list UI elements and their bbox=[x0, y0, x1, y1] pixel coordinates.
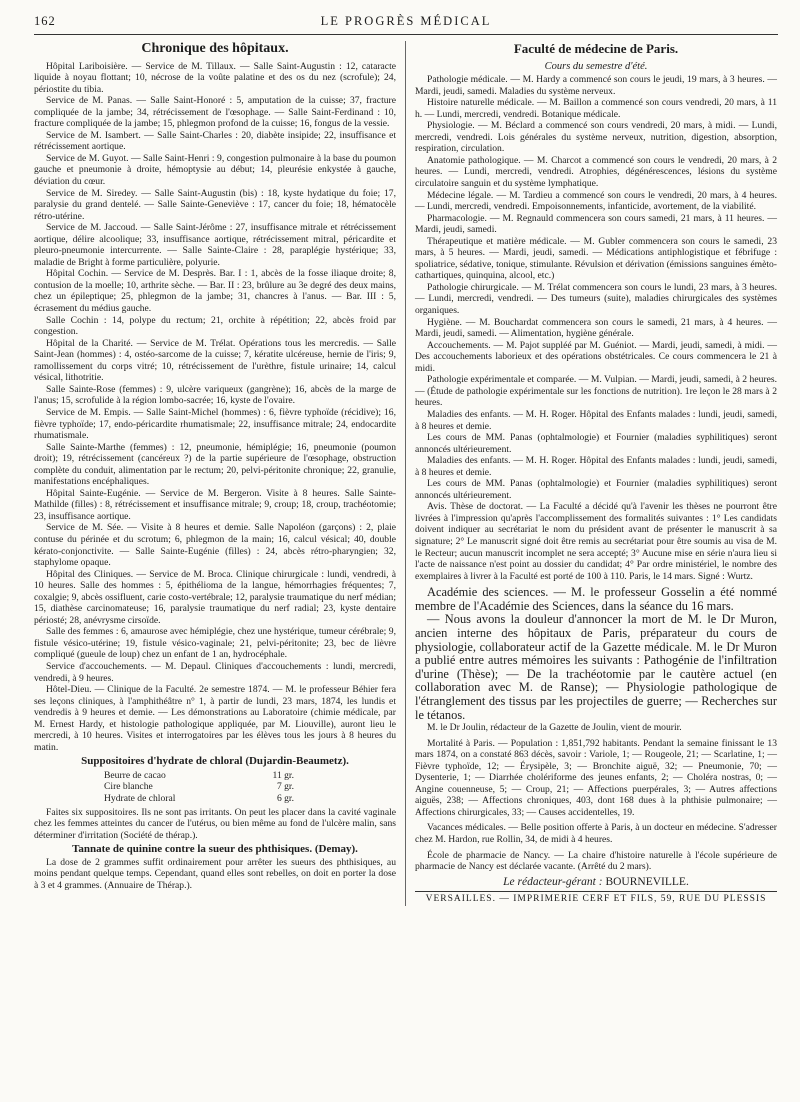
paragraph: Service de M. Sée. — Visite à 8 heures et demie. Salle Napoléon (garçons) : 2, plaie contuse du périnée et du scrotum; 6, phlegmon de la main; 16, calcul vésical; 40, double kérato-conjonctivite. — Salle Sainte-Eugénie (filles) : 24, abcès rétro-pharyngien; 32, staphylome opaque. bbox=[34, 522, 396, 569]
ingredient-name: Cire blanche bbox=[104, 781, 153, 793]
course-list bbox=[415, 74, 777, 582]
formula-table bbox=[104, 770, 294, 805]
paragraph: Service de M. Empis. — Salle Saint-Michel (hommes) : 6, fièvre typhoïde (récidive); 16, fièvre typhoïde; 17, endo-péricardite rhumatismale; 22, insuffisance mitrale; 24, endocardite rhumatismale. bbox=[34, 406, 396, 442]
right-column bbox=[405, 41, 777, 906]
course-entry: Pathologie expérimentale et comparée. — M. Vulpian. — Mardi, jeudi, samedi, à 2 heures. — (Étude de pathologie expérimentale sur les fonctions de nutrition). 1re leçon le 28 mars à 2 heures. bbox=[415, 374, 777, 409]
academie-notice: Académie des sciences. — M. le professeur Gosselin a été nommé membre de l'Académie des Sciences, dans la séance du 16 mars. bbox=[415, 585, 777, 613]
paragraph: Service de M. Guyot. — Salle Saint-Henri : 9, congestion pulmonaire à la base du poumon gauche et pneumonie à droite, hémoptysie au début; 14, pleurésie enkystée à gauche, déviation du cœur. bbox=[34, 152, 396, 188]
editor-signature bbox=[415, 877, 777, 889]
tannate-text: La dose de 2 grammes suffit ordinairement pour arrêter les sueurs des phthisiques, au moins pendant quelque temps. Cependant, quand elles sont rebelles, on doit en porter la dose à 3 et 4 grammes. (Annuaire de Thérap.). bbox=[34, 856, 396, 891]
ingredient-qty: 11 gr. bbox=[272, 769, 294, 781]
hospital-chronicle-heading: Chronique des hôpitaux. bbox=[141, 41, 289, 56]
mortality-report: Mortalité à Paris. — Population : 1,851,792 habitants. Pendant la semaine finissant le 13 mars 1874, on a constaté 863 décès, savoir : Variole, 1; — Rougeole, 21; — Scarlatine, 1; — Fièvre typhoïde, 12; — Érysipèle, 3; — Bronchite aiguë, 32; — Pneumonie, 70; — Dysenterie, 1; — Diarrhée cholériforme des jeunes enfants, 2; — Choléra nostras, 0; — Angine couenneuse, 5; — Croup, 21; — Affections puerpérales, 3; — Autres affections aiguës, 238; — Affections chroniques, 403, dont 168 dues à la phthisie pulmonaire; — Affections chirurgicales, 33; — Causes accidentelles, 19. bbox=[415, 737, 777, 818]
paragraph: Service de M. Jaccoud. — Salle Saint-Jérôme : 27, insuffisance mitrale et rétrécissement aortique, délire alcoolique; 33, insuffisance aortique, rétrécissement mitral, péricardite et pleuro-pneumonie intercurrente. — Salle Sainte-Claire : 28, paraplégie hystérique; 33, maladie de Bright à forme particulière, polyurie. bbox=[34, 222, 396, 268]
course-entry: Maladies des enfants. — M. H. Roger. Hôpital des Enfants malades : lundi, jeudi, samedi, à 8 heures et demie. bbox=[415, 455, 777, 478]
suppositories-heading: Suppositoires d'hydrate de chloral (Dujardin-Beaumetz). bbox=[81, 755, 349, 768]
paragraph: Service de M. Isambert. — Salle Saint-Charles : 20, diabète insipide; 22, insuffisance et rétrécissement aortique. bbox=[34, 129, 396, 153]
formula-row bbox=[104, 770, 294, 782]
paragraph: Hôpital de la Charité. — Service de M. Trélat. Opérations tous les mercredis. — Salle Saint-Jean (hommes) : 4, ostéo-sarcome de la cuisse; 7, kératite ulcéreuse, hernie de l'iris; 9, ramollissement du corps vitré; 10, rétrécissement de l'urèthre, fistule urinaire; 14, calcul vésical, lithotritie. bbox=[34, 337, 396, 384]
signature-name: BOURNEVILLE. bbox=[605, 875, 689, 888]
paragraph: Salle des femmes : 6, amaurose avec hémiplégie, chez une hystérique, tumeur cérébrale; 9, fistule vésico-utérine; 19, fistule vésico-vaginale; 21, pelvi-péritonite; 23, bec de lièvre compliqué (gueule de loup) chez un enfant de 1 an, hydrocéphale. bbox=[34, 626, 396, 661]
left-column bbox=[34, 41, 405, 906]
paragraph: Hôpital Sainte-Eugénie. — Service de M. Bergeron. Visite à 8 heures. Salle Sainte-Mathilde (filles) : 8, rétrécissement et insuffisance mitrale; 9, croup; 18, croup, trachéotomie; 23, insuffisance aortique. bbox=[34, 487, 396, 522]
paragraph: Hôtel-Dieu. — Clinique de la Faculté. 2e semestre 1874. — M. le professeur Béhier fera ses leçons cliniques, à l'amphithéâtre n° 1, à partir de lundi, 23 mars, 1874, les lundis et vendredis à 9 heures et demie. — Les démonstrations au Laboratoire (chimie médicale, par M. Ernest Hardy, et histologie pathologique appliquée, par M. Liouville), auront lieu le mercredi, à 10 heures. Visites et interrogatoires par les élèves tous les jours à 8 heures du matin. bbox=[34, 684, 396, 753]
paragraph: Salle Sainte-Rose (femmes) : 9, ulcère variqueux (gangrène); 16, abcès de la marge de l'anus; 15, scrofulide à la région lombo-sacrée; 16, kyste de l'ovaire. bbox=[34, 383, 396, 407]
signature-label: Le rédacteur-gérant : bbox=[503, 875, 603, 888]
obituary-muron: — Nous avons la douleur d'annoncer la mort de M. le Dr Muron, ancien interne des hôpitaux de Paris, préparateur du cours de physiologie, collaborateur actif de la Gazette médicale. M. le Dr Muron a publié entre autres mémoires les suivants : Pathogénie de l'infiltration d'urine (Thèse); — De la trachéotomie par le cautère actuel (en collaboration avec M. de Ranse); — Physiologie pathologique de l'étranglement des tissus par les projectiles de guerre; — Recherches sur le tétanos. bbox=[415, 612, 777, 722]
hospital-chronicle-body bbox=[34, 61, 396, 754]
pharmacy-school-notice: École de pharmacie de Nancy. — La chaire d'histoire naturelle à l'école supérieure de pharmacie de Nancy est déclarée vacante. (Arrêté du 2 mars). bbox=[415, 849, 777, 873]
paragraph: Salle Cochin : 14, polype du rectum; 21, orchite à répétition; 22, abcès froid par congestion. bbox=[34, 314, 396, 338]
printer-imprint: VERSAILLES. — IMPRIMERIE CERF ET FILS, 59, RUE DU PLESSIS bbox=[415, 891, 777, 906]
course-entry: Pathologie médicale. — M. Hardy a commencé son cours le jeudi, 19 mars, à 3 heures. — Mardi, jeudi, samedi. Maladies du système nerveux. bbox=[415, 74, 777, 97]
course-entry: Physiologie. — M. Béclard a commencé son cours vendredi, 20 mars, à midi. — Lundi, mercredi, vendredi. Lois générales du système nerveux, nutrition, digestion, absorption, respiration, circulation. bbox=[415, 120, 777, 155]
paragraph: Hôpital des Cliniques. — Service de M. Broca. Clinique chirurgicale : lundi, vendredi, à 10 heures. Salle des hommes : 5, épithélioma de la langue, hémorrhagies fréquentes; 7, coxalgie; 9, abcès ossifluent, carie costo-vertébrale; 12, paralysie traumatique du nerf médian; 15, diathèse carcinomateuse; 16, paralysie traumatique du nerf radial; 23, kyste dentaire périosté; 28, anévrysme cirsoïde. bbox=[34, 568, 396, 626]
paragraph: Service de M. Siredey. — Salle Saint-Augustin (bis) : 18, kyste hydatique du foie; 17, paralysie du grand dentelé. — Salle Sainte-Geneviève : 17, cancer du foie; 18, hématocèle rétro-utérine. bbox=[34, 187, 396, 222]
course-entry: Histoire naturelle médicale. — M. Baillon a commencé son cours vendredi, 20 mars, à 11 h. — Lundi, mercredi, vendredi. Botanique médicale. bbox=[415, 97, 777, 120]
ingredient-name: Beurre de cacao bbox=[104, 769, 166, 781]
paragraph: Hôpital Cochin. — Service de M. Desprès. Bar. I : 1, abcès de la fosse iliaque droite; 8, contusion de la moelle; 10, arthrite sèche. — Bar. II : 23, brûlure au 3e degré des deux mains, chez un épileptique; 25, phlegmon de la jambe; 31, chancres à l'anus. — Bar. III : 5, écrasement du médius gauche. bbox=[34, 268, 396, 315]
paragraph: Service d'accouchements. — M. Depaul. Cliniques d'accouchements : lundi, mercredi, vendredi, à 9 heures. bbox=[34, 660, 396, 684]
ingredient-qty: 6 gr. bbox=[276, 793, 294, 804]
page-number: 162 bbox=[34, 14, 56, 28]
course-entry: Anatomie pathologique. — M. Charcot a commencé son cours le vendredi, 20 mars, à 2 heures. — Lundi, mercredi, vendredi. Atrophies, dégénérescences, lésions du système circulatoire sanguin et du système lymphatique. bbox=[415, 154, 777, 190]
paragraph: Service de M. Panas. — Salle Saint-Honoré : 5, amputation de la cuisse; 37, fracture compliquée de la jambe; 34, rétrécissement de l'œsophage. — Salle Saint-Ferdinand : 10, fracture compliquée de la jambe; 15, phlegmon profond de la cuisse; 16, fongus de la vessie. bbox=[34, 95, 396, 130]
tannate-heading: Tannate de quinine contre la sueur des phthisiques. (Demay). bbox=[72, 843, 358, 856]
paragraph: Salle Sainte-Marthe (femmes) : 12, pneumonie, hémiplégie; 16, pneumonie (poumon droit); 19, rétrécissement (cancéreux ?) de la partie supérieure de l'œsophage, obstruction complète du conduit, alimentation par le rectum; 20, pelvi-péritonite chronique; 22, granulie, manifestations encéphaliques. bbox=[34, 441, 396, 488]
header-rule bbox=[34, 34, 778, 35]
obituary-joulin: M. le Dr Joulin, rédacteur de la Gazette de Joulin, vient de mourir. bbox=[427, 722, 682, 734]
course-entry: Maladies des enfants. — M. H. Roger. Hôpital des Enfants malades : lundi, jeudi, samedi, à 8 heures et demie. bbox=[415, 408, 777, 432]
notice-thesis: Avis. Thèse de doctorat. — La Faculté a décidé qu'à l'avenir les thèses ne pourront être livrées à l'impression qu'après l'accomplissement des formalités suivantes : 1° Les candidats doivent indiquer au secrétariat le nom du président avant de présenter le manuscrit à sa signature; 2° Le manuscrit signé doit être remis au secrétariat pour être soumis au visa de M. le Recteur; aucun manuscrit incomplet ne sera accepté; 3° Aucune mise en série n'aura lieu si l'acte de naissance n'est point au dossier du candidat; 4° Par ordre ministériel, le nombre des exemplaires à livrer à la Faculté est porté de 100 à 110. Paris, le 14 mars. Signé : Wurtz. bbox=[415, 501, 777, 582]
course-entry: Thérapeutique et matière médicale. — M. Gubler commencera son cours le samedi, 23 mars, à 5 heures. — Mardi, jeudi, samedi. — Médications antiphlogistique et fébrifuge : spoliatrice, sédative, tonique, stimulante. Révulsion et dérivation (émissions sanguines émèto-cathartiques, quinquina, alcool, etc.) bbox=[415, 235, 777, 282]
vacancy-notice: Vacances médicales. — Belle position offerte à Paris, à un docteur en médecine. S'adresser chez M. Hardon, rue Rollin, 34, de midi à 4 heures. bbox=[415, 822, 777, 846]
course-entry: Médecine légale. — M. Tardieu a commencé son cours le vendredi, 20 mars, à 4 heures. — Lundi, mercredi, vendredi. Empoisonnements, infanticide, avortement, de la viabilité. bbox=[415, 189, 777, 213]
ingredient-name: Hydrate de chloral bbox=[104, 793, 176, 804]
suppositories-text: Faites six suppositoires. Ils ne sont pas irritants. On peut les placer dans la cavité vaginale chez les femmes atteintes du cancer de l'utérus, ou bien même au fond de l'ulcère malin, sans déterminer d'irritation (Société de thérap.). bbox=[34, 806, 396, 841]
running-header bbox=[34, 12, 778, 32]
formula-row bbox=[104, 793, 294, 805]
course-entry: Les cours de MM. Panas (ophtalmologie) et Fournier (maladies syphilitiques) seront annoncés ultérieurement. bbox=[415, 432, 777, 455]
course-entry: Les cours de MM. Panas (ophtalmologie) et Fournier (maladies syphilitiques) seront annoncés ultérieurement. bbox=[415, 478, 777, 501]
faculty-heading: Faculté de médecine de Paris. bbox=[513, 41, 679, 56]
course-entry: Accouchements. — M. Pajot suppléé par M. Guéniot. — Mardi, jeudi, samedi, à midi. — Des accouchements laborieux et des opérations obstétricales. Ce cours commencera le 21 à midi. bbox=[415, 339, 777, 374]
ingredient-qty: 7 gr. bbox=[276, 781, 294, 793]
journal-title: LE PROGRÈS MÉDICAL bbox=[320, 14, 492, 28]
course-entry: Pharmacologie. — M. Regnauld commencera son cours samedi, 21 mars, à 11 heures. — Mardi, jeudi, samedi. bbox=[415, 212, 777, 236]
course-entry: Hygiène. — M. Bouchardat commencera son cours le samedi, 21 mars, à 4 heures. — Mardi, jeudi, samedi. — Alimentation, hygiène générale. bbox=[415, 316, 777, 340]
paragraph: Hôpital Lariboisière. — Service de M. Tillaux. — Salle Saint-Augustin : 12, cataracte liquide à noyau flottant; 10, nécrose de la voûte palatine et des os du nez (scrofule); 24, périostite du tibia. bbox=[34, 60, 396, 95]
formula-row bbox=[104, 781, 294, 793]
course-entry: Pathologie chirurgicale. — M. Trélat commencera son cours le lundi, 23 mars, à 3 heures. — Lundi, mercredi, vendredi. — Des tumeurs (suite), maladies chirurgicales des systèmes organiques. bbox=[415, 281, 777, 317]
faculty-subheading: Cours du semestre d'été. bbox=[544, 60, 648, 72]
